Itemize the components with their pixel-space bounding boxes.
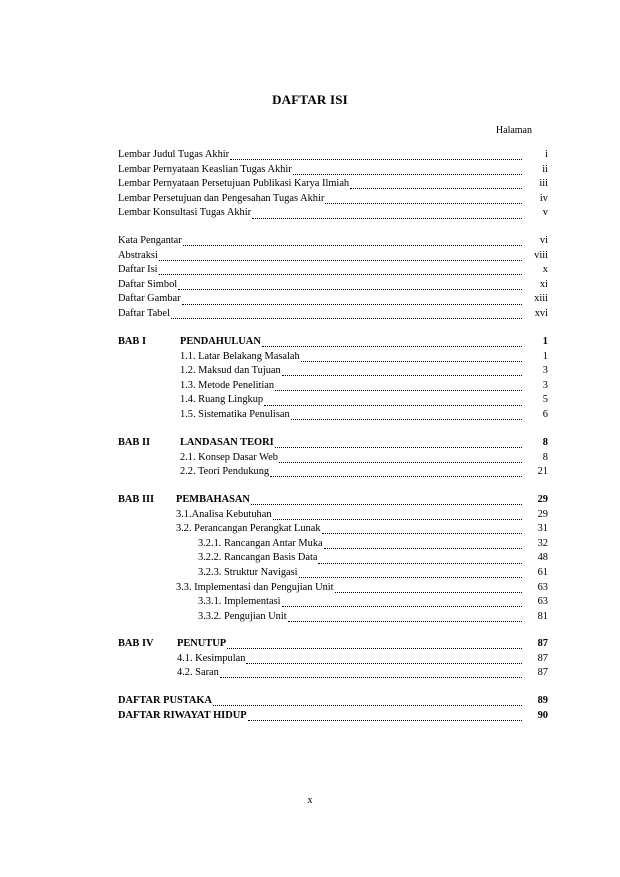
dot-leader (171, 309, 522, 319)
toc-front-b (118, 234, 548, 322)
dot-leader (159, 251, 522, 261)
toc-row: Lembar Konsultasi Tugas Akhir v (118, 207, 548, 219)
dot-leader (270, 467, 522, 477)
toc-front-a (118, 148, 548, 221)
dot-leader (248, 711, 522, 721)
dot-leader (178, 280, 522, 290)
toc-row: 4.1. Kesimpulan 87 (177, 652, 548, 664)
toc-row: 3.3.2. Pengujian Unit 81 (198, 610, 548, 622)
toc-row: Daftar Isi x (118, 264, 548, 276)
dot-leader (251, 495, 522, 505)
toc-chapter-row: BAB II LANDASAN TEORI 8 (118, 437, 548, 448)
toc-row: 3.1.Analisa Kebutuhan 29 (176, 508, 548, 520)
toc-chapter-row: DAFTAR PUSTAKA 89 (118, 695, 548, 706)
toc-row: 1.3. Metode Penelitian 3 (180, 379, 548, 391)
dot-leader (282, 366, 522, 376)
toc-row: 1.2. Maksud dan Tujuan 3 (180, 365, 548, 377)
toc-row: 1.5. Sistematika Penulisan 6 (180, 408, 548, 420)
dot-leader (288, 612, 522, 622)
dot-leader (275, 438, 522, 448)
toc-row: Daftar Gambar xiii (118, 293, 548, 305)
toc-row: Abstraksi viii (118, 249, 548, 261)
dot-leader (299, 568, 522, 578)
toc-row: 1.4. Ruang Lingkup 5 (180, 394, 548, 406)
toc-row: Daftar Simbol xi (118, 278, 548, 290)
dot-leader (324, 539, 522, 549)
dot-leader (183, 236, 522, 246)
toc-back (118, 694, 548, 723)
dot-leader (262, 337, 522, 347)
dot-leader (273, 510, 522, 520)
toc-row: 1.1. Latar Belakang Masalah 1 (180, 350, 548, 362)
toc-row: 3.3.1. Implementasi 63 (198, 596, 548, 608)
toc-row: Lembar Persetujuan dan Pengesahan Tugas Akhir iv (118, 192, 548, 204)
dot-leader (227, 639, 522, 649)
dot-leader (325, 194, 522, 204)
dot-leader (291, 410, 522, 420)
dot-leader (318, 554, 522, 564)
toc-row: 3.2.3. Struktur Navigasi 61 (198, 566, 548, 578)
toc-row: 3.2. Perancangan Perangkat Lunak 31 (176, 523, 548, 535)
dot-leader (182, 295, 522, 305)
toc-chapter-row: DAFTAR RIWAYAT HIDUP 90 (118, 709, 548, 721)
dot-leader (213, 696, 522, 706)
toc-row: Lembar Judul Tugas Akhir i (118, 149, 548, 160)
toc-row: 3.2.2. Rancangan Basis Data 48 (198, 552, 548, 564)
dot-leader (252, 209, 522, 219)
toc-row: 2.1. Konsep Dasar Web 8 (180, 451, 548, 463)
toc-row: 3.2.1. Rancangan Antar Muka 32 (198, 537, 548, 549)
page-title: DAFTAR ISI (272, 92, 348, 107)
toc-bab-1 (118, 335, 548, 423)
toc-row: Kata Pengantar vi (118, 235, 548, 246)
toc-bab-3 (118, 493, 548, 624)
toc-bab-4 (118, 637, 548, 681)
toc-chapter-row: BAB I PENDAHULUAN 1 (118, 336, 548, 347)
toc-chapter-row: BAB IV PENUTUP 87 (118, 638, 548, 649)
dot-leader (335, 583, 522, 593)
dot-leader (279, 453, 522, 463)
dot-leader (220, 668, 522, 678)
dot-leader (159, 265, 522, 275)
toc-row: 3.3. Implementasi dan Pengujian Unit 63 (176, 581, 548, 593)
dot-leader (230, 150, 522, 160)
dot-leader (246, 654, 522, 664)
dot-leader (350, 179, 522, 189)
toc-row: 2.2. Teori Pendukung 21 (180, 466, 548, 478)
halaman-label: Halaman (495, 125, 532, 136)
toc-row: Daftar Tabel xvi (118, 307, 548, 319)
dot-leader (275, 381, 522, 391)
dot-leader (282, 597, 522, 607)
toc-row: 4.2. Saran 87 (177, 667, 548, 679)
dot-leader (293, 165, 522, 175)
toc-row: Lembar Pernyataan Keaslian Tugas Akhir ii (118, 163, 548, 175)
dot-leader (264, 396, 522, 406)
toc-bab-2 (118, 436, 548, 480)
page-number: x (307, 795, 313, 806)
dot-leader (301, 352, 522, 362)
toc-chapter-row: BAB III PEMBAHASAN 29 (118, 494, 548, 505)
dot-leader (322, 524, 522, 534)
toc-row: Lembar Pernyataan Persetujuan Publikasi Karya Ilmiah iii (118, 178, 548, 190)
